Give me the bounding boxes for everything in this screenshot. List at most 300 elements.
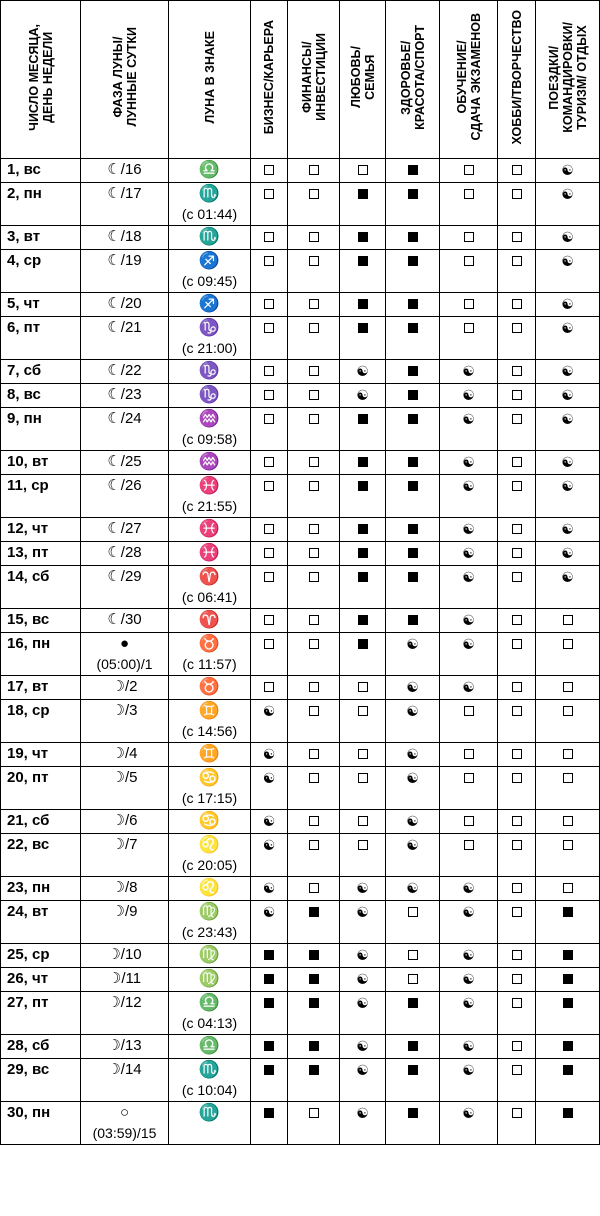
filled-square-icon bbox=[264, 1041, 274, 1051]
zodiac-sign-cell bbox=[169, 1035, 251, 1059]
moon-phase-cell bbox=[81, 834, 169, 877]
rating-cell bbox=[440, 609, 498, 633]
rating-cell bbox=[288, 676, 340, 700]
rating-cell bbox=[498, 360, 536, 384]
rating-cell bbox=[288, 901, 340, 944]
empty-square-icon bbox=[309, 390, 319, 400]
rating-cell bbox=[498, 518, 536, 542]
empty-square-icon bbox=[464, 189, 474, 199]
filled-square-icon bbox=[408, 524, 418, 534]
yin-yang-icon: ☯ bbox=[262, 770, 276, 786]
rating-cell bbox=[340, 1059, 386, 1102]
empty-square-icon bbox=[309, 457, 319, 467]
rating-cell bbox=[340, 767, 386, 810]
yin-yang-icon: ☯ bbox=[462, 411, 475, 427]
filled-square-icon bbox=[358, 256, 368, 266]
day-label: 19, чт bbox=[7, 745, 49, 762]
empty-square-icon bbox=[408, 950, 418, 960]
rating-cell bbox=[340, 542, 386, 566]
moon-phase-cell bbox=[81, 317, 169, 360]
zodiac-sign-cell bbox=[169, 360, 251, 384]
rating-cell bbox=[251, 810, 288, 834]
empty-square-icon bbox=[512, 1108, 522, 1118]
rating-cell bbox=[251, 633, 288, 676]
table-row bbox=[1, 566, 600, 609]
rating-cell bbox=[498, 743, 536, 767]
yin-yang-icon: ☯ bbox=[262, 746, 276, 762]
rating-cell bbox=[288, 633, 340, 676]
empty-square-icon bbox=[309, 816, 319, 826]
day-label: 4, ср bbox=[7, 252, 42, 269]
moon-phase-cell bbox=[81, 250, 169, 293]
day-cell bbox=[1, 992, 81, 1035]
moon-phase-time: (03:59)/15 bbox=[92, 1125, 157, 1141]
yin-yang-icon: ☯ bbox=[561, 545, 574, 561]
yin-yang-icon: ☯ bbox=[462, 971, 475, 987]
yin-yang-icon: ☯ bbox=[262, 904, 276, 920]
empty-square-icon bbox=[512, 366, 522, 376]
empty-square-icon bbox=[264, 366, 274, 376]
table-row bbox=[1, 834, 600, 877]
day-label: 9, пн bbox=[7, 410, 42, 427]
column-header-label: ЧИСЛО МЕСЯЦА, ДЕНЬ НЕДЕЛИ bbox=[26, 23, 55, 131]
empty-square-icon bbox=[464, 816, 474, 826]
empty-square-icon bbox=[358, 706, 368, 716]
zodiac-sign-cell bbox=[169, 901, 251, 944]
day-label: 28, сб bbox=[7, 1037, 50, 1054]
filled-square-icon bbox=[358, 639, 368, 649]
empty-square-icon bbox=[563, 883, 573, 893]
yin-yang-icon: ☯ bbox=[406, 746, 419, 762]
zodiac-sign-cell bbox=[169, 183, 251, 226]
rating-cell bbox=[386, 944, 440, 968]
yin-yang-icon: ☯ bbox=[356, 1062, 369, 1078]
zodiac-sign-icon: ♌ bbox=[198, 835, 221, 854]
rating-cell bbox=[288, 1035, 340, 1059]
moon-phase-cell bbox=[81, 992, 169, 1035]
day-label: 7, сб bbox=[7, 362, 42, 379]
rating-cell bbox=[498, 293, 536, 317]
rating-cell bbox=[340, 384, 386, 408]
empty-square-icon bbox=[512, 840, 522, 850]
zodiac-sign-time: (с 04:13) bbox=[181, 1015, 238, 1031]
rating-cell bbox=[251, 944, 288, 968]
filled-square-icon bbox=[309, 974, 319, 984]
empty-square-icon bbox=[464, 256, 474, 266]
day-label: 21, сб bbox=[7, 812, 50, 829]
empty-square-icon bbox=[264, 457, 274, 467]
table-row bbox=[1, 226, 600, 250]
rating-cell bbox=[288, 475, 340, 518]
rating-cell bbox=[498, 944, 536, 968]
rating-cell bbox=[288, 518, 340, 542]
rating-cell bbox=[536, 633, 600, 676]
day-cell bbox=[1, 451, 81, 475]
day-label: 24, вт bbox=[7, 903, 49, 920]
zodiac-sign-cell bbox=[169, 293, 251, 317]
rating-cell bbox=[440, 1059, 498, 1102]
filled-square-icon bbox=[264, 950, 274, 960]
day-cell bbox=[1, 1102, 81, 1145]
table-row bbox=[1, 609, 600, 633]
day-cell bbox=[1, 183, 81, 226]
zodiac-sign-icon: ♏ bbox=[198, 1103, 221, 1122]
filled-square-icon bbox=[408, 256, 418, 266]
rating-cell bbox=[288, 226, 340, 250]
zodiac-sign-time: (с 09:45) bbox=[181, 273, 238, 289]
moon-phase-label: ☽/8 bbox=[111, 879, 138, 896]
moon-phase-cell bbox=[81, 700, 169, 743]
rating-cell bbox=[251, 226, 288, 250]
empty-square-icon bbox=[309, 572, 319, 582]
rating-cell bbox=[386, 609, 440, 633]
empty-square-icon bbox=[309, 639, 319, 649]
moon-phase-label: ☽/5 bbox=[111, 769, 138, 786]
yin-yang-icon: ☯ bbox=[356, 387, 369, 403]
filled-square-icon bbox=[408, 1108, 418, 1118]
table-row bbox=[1, 901, 600, 944]
column-header-label: ОБУЧЕНИЕ/ СДАЧА ЭКЗАМЕНОВ bbox=[454, 13, 483, 141]
rating-cell bbox=[251, 293, 288, 317]
yin-yang-icon: ☯ bbox=[462, 947, 475, 963]
empty-square-icon bbox=[264, 165, 274, 175]
rating-cell bbox=[251, 183, 288, 226]
column-header bbox=[288, 1, 340, 159]
empty-square-icon bbox=[512, 974, 522, 984]
empty-square-icon bbox=[309, 548, 319, 558]
day-cell bbox=[1, 810, 81, 834]
rating-cell bbox=[386, 767, 440, 810]
rating-cell bbox=[288, 877, 340, 901]
empty-square-icon bbox=[264, 414, 274, 424]
rating-cell bbox=[498, 700, 536, 743]
zodiac-sign-icon: ♋ bbox=[198, 768, 221, 787]
table-row bbox=[1, 183, 600, 226]
yin-yang-icon: ☯ bbox=[462, 880, 475, 896]
moon-phase-label: ☾/28 bbox=[107, 544, 142, 561]
day-label: 13, пт bbox=[7, 544, 49, 561]
filled-square-icon bbox=[309, 998, 319, 1008]
filled-square-icon bbox=[408, 998, 418, 1008]
moon-phase-label: ☽/3 bbox=[111, 702, 138, 719]
rating-cell bbox=[440, 901, 498, 944]
empty-square-icon bbox=[464, 299, 474, 309]
empty-square-icon bbox=[563, 615, 573, 625]
yin-yang-icon: ☯ bbox=[356, 363, 369, 379]
moon-phase-label: ☾/24 bbox=[107, 410, 142, 427]
day-cell bbox=[1, 408, 81, 451]
rating-cell bbox=[440, 810, 498, 834]
empty-square-icon bbox=[309, 481, 319, 491]
moon-phase-cell bbox=[81, 518, 169, 542]
empty-square-icon bbox=[512, 1065, 522, 1075]
yin-yang-icon: ☯ bbox=[561, 454, 574, 470]
rating-cell bbox=[340, 834, 386, 877]
moon-phase-label: ☾/29 bbox=[107, 568, 142, 585]
rating-cell bbox=[288, 360, 340, 384]
empty-square-icon bbox=[264, 572, 274, 582]
zodiac-sign-icon: ♊ bbox=[198, 744, 221, 763]
zodiac-sign-cell bbox=[169, 944, 251, 968]
filled-square-icon bbox=[408, 572, 418, 582]
rating-cell bbox=[440, 451, 498, 475]
moon-phase-cell bbox=[81, 1059, 169, 1102]
empty-square-icon bbox=[512, 615, 522, 625]
rating-cell bbox=[536, 767, 600, 810]
yin-yang-icon: ☯ bbox=[356, 1038, 369, 1054]
empty-square-icon bbox=[464, 706, 474, 716]
rating-cell bbox=[386, 700, 440, 743]
day-cell bbox=[1, 633, 81, 676]
empty-square-icon bbox=[358, 749, 368, 759]
rating-cell bbox=[288, 767, 340, 810]
day-label: 12, чт bbox=[7, 520, 49, 537]
day-label: 15, вс bbox=[7, 611, 50, 628]
day-label: 8, вс bbox=[7, 386, 41, 403]
filled-square-icon bbox=[563, 1065, 573, 1075]
day-label: 22, вс bbox=[7, 836, 50, 853]
empty-square-icon bbox=[264, 548, 274, 558]
moon-phase-label: ☾/16 bbox=[107, 161, 142, 178]
empty-square-icon bbox=[563, 682, 573, 692]
rating-cell bbox=[498, 408, 536, 451]
rating-cell bbox=[440, 676, 498, 700]
rating-cell bbox=[251, 317, 288, 360]
moon-phase-cell bbox=[81, 609, 169, 633]
empty-square-icon bbox=[464, 840, 474, 850]
zodiac-sign-cell bbox=[169, 968, 251, 992]
filled-square-icon bbox=[358, 548, 368, 558]
zodiac-sign-icon: ♏ bbox=[198, 227, 221, 246]
moon-phase-cell bbox=[81, 226, 169, 250]
rating-cell bbox=[498, 475, 536, 518]
zodiac-sign-time: (с 01:44) bbox=[181, 206, 238, 222]
rating-cell bbox=[440, 159, 498, 183]
yin-yang-icon: ☯ bbox=[561, 478, 574, 494]
rating-cell bbox=[251, 542, 288, 566]
table-row bbox=[1, 317, 600, 360]
zodiac-sign-cell bbox=[169, 992, 251, 1035]
yin-yang-icon: ☯ bbox=[406, 679, 419, 695]
rating-cell bbox=[251, 968, 288, 992]
rating-cell bbox=[386, 226, 440, 250]
rating-cell bbox=[536, 901, 600, 944]
day-label: 11, ср bbox=[7, 477, 49, 494]
zodiac-sign-cell bbox=[169, 384, 251, 408]
filled-square-icon bbox=[264, 974, 274, 984]
yin-yang-icon: ☯ bbox=[406, 636, 419, 652]
day-cell bbox=[1, 700, 81, 743]
rating-cell bbox=[440, 183, 498, 226]
empty-square-icon bbox=[264, 481, 274, 491]
rating-cell bbox=[386, 810, 440, 834]
yin-yang-icon: ☯ bbox=[561, 387, 574, 403]
rating-cell bbox=[440, 944, 498, 968]
rating-cell bbox=[536, 834, 600, 877]
moon-phase-cell bbox=[81, 676, 169, 700]
column-header-label: ЛУНА В ЗНАКЕ bbox=[202, 30, 217, 124]
empty-square-icon bbox=[264, 189, 274, 199]
day-cell bbox=[1, 968, 81, 992]
table-row bbox=[1, 968, 600, 992]
empty-square-icon bbox=[309, 706, 319, 716]
day-label: 18, ср bbox=[7, 702, 50, 719]
yin-yang-icon: ☯ bbox=[356, 947, 369, 963]
zodiac-sign-cell bbox=[169, 475, 251, 518]
rating-cell bbox=[440, 1102, 498, 1145]
rating-cell bbox=[288, 317, 340, 360]
rating-cell bbox=[340, 183, 386, 226]
yin-yang-icon: ☯ bbox=[356, 1105, 369, 1121]
empty-square-icon bbox=[512, 572, 522, 582]
zodiac-sign-icon: ♉ bbox=[198, 634, 221, 653]
rating-cell bbox=[386, 408, 440, 451]
rating-cell bbox=[536, 743, 600, 767]
yin-yang-icon: ☯ bbox=[561, 363, 574, 379]
rating-cell bbox=[498, 633, 536, 676]
zodiac-sign-icon: ♈ bbox=[198, 567, 221, 586]
rating-cell bbox=[536, 1035, 600, 1059]
day-cell bbox=[1, 1059, 81, 1102]
zodiac-sign-cell bbox=[169, 451, 251, 475]
rating-cell bbox=[340, 475, 386, 518]
rating-cell bbox=[536, 293, 600, 317]
rating-cell bbox=[536, 183, 600, 226]
rating-cell bbox=[386, 451, 440, 475]
filled-square-icon bbox=[408, 232, 418, 242]
yin-yang-icon: ☯ bbox=[262, 837, 276, 853]
zodiac-sign-icon: ♓ bbox=[198, 476, 221, 495]
day-cell bbox=[1, 944, 81, 968]
rating-cell bbox=[498, 992, 536, 1035]
rating-cell bbox=[440, 226, 498, 250]
table-row bbox=[1, 1059, 600, 1102]
empty-square-icon bbox=[464, 232, 474, 242]
filled-square-icon bbox=[408, 299, 418, 309]
yin-yang-icon: ☯ bbox=[406, 813, 419, 829]
rating-cell bbox=[288, 1102, 340, 1145]
yin-yang-icon: ☯ bbox=[561, 569, 574, 585]
rating-cell bbox=[386, 542, 440, 566]
day-cell bbox=[1, 609, 81, 633]
yin-yang-icon: ☯ bbox=[561, 411, 574, 427]
zodiac-sign-cell bbox=[169, 700, 251, 743]
rating-cell bbox=[498, 609, 536, 633]
moon-phase-label: ☽/9 bbox=[111, 903, 138, 920]
rating-cell bbox=[536, 676, 600, 700]
zodiac-sign-cell bbox=[169, 676, 251, 700]
moon-phase-cell bbox=[81, 810, 169, 834]
empty-square-icon bbox=[264, 299, 274, 309]
moon-phase-cell bbox=[81, 159, 169, 183]
empty-square-icon bbox=[512, 390, 522, 400]
zodiac-sign-icon: ♈ bbox=[198, 610, 221, 629]
filled-square-icon bbox=[309, 1065, 319, 1075]
rating-cell bbox=[340, 1035, 386, 1059]
moon-phase-cell bbox=[81, 633, 169, 676]
yin-yang-icon: ☯ bbox=[356, 971, 369, 987]
rating-cell bbox=[251, 475, 288, 518]
rating-cell bbox=[340, 293, 386, 317]
zodiac-sign-cell bbox=[169, 250, 251, 293]
rating-cell bbox=[440, 968, 498, 992]
empty-square-icon bbox=[309, 414, 319, 424]
empty-square-icon bbox=[512, 749, 522, 759]
empty-square-icon bbox=[464, 749, 474, 759]
rating-cell bbox=[340, 992, 386, 1035]
day-cell bbox=[1, 542, 81, 566]
empty-square-icon bbox=[512, 950, 522, 960]
day-cell bbox=[1, 767, 81, 810]
zodiac-sign-icon: ♑ bbox=[198, 361, 221, 380]
rating-cell bbox=[498, 968, 536, 992]
column-header-label: ФАЗА ЛУНЫ/ ЛУННЫЕ СУТКИ bbox=[110, 27, 139, 127]
rating-cell bbox=[498, 250, 536, 293]
moon-phase-label: ☽/4 bbox=[111, 745, 138, 762]
yin-yang-icon: ☯ bbox=[561, 521, 574, 537]
rating-cell bbox=[251, 518, 288, 542]
zodiac-sign-time: (с 10:04) bbox=[181, 1082, 238, 1098]
rating-cell bbox=[536, 250, 600, 293]
empty-square-icon bbox=[309, 883, 319, 893]
column-header bbox=[169, 1, 251, 159]
zodiac-sign-time: (с 21:55) bbox=[181, 498, 238, 514]
column-header-label: ХОББИ/ТВОРЧЕСТВО bbox=[509, 9, 524, 145]
moon-phase-cell bbox=[81, 360, 169, 384]
yin-yang-icon: ☯ bbox=[561, 229, 574, 245]
rating-cell bbox=[386, 743, 440, 767]
rating-cell bbox=[340, 360, 386, 384]
empty-square-icon bbox=[309, 749, 319, 759]
rating-cell bbox=[288, 293, 340, 317]
empty-square-icon bbox=[464, 323, 474, 333]
day-label: 29, вс bbox=[7, 1061, 50, 1078]
zodiac-sign-icon: ♍ bbox=[198, 945, 221, 964]
empty-square-icon bbox=[309, 1108, 319, 1118]
table-row bbox=[1, 633, 600, 676]
rating-cell bbox=[340, 250, 386, 293]
zodiac-sign-cell bbox=[169, 518, 251, 542]
filled-square-icon bbox=[264, 998, 274, 1008]
filled-square-icon bbox=[408, 615, 418, 625]
rating-cell bbox=[536, 475, 600, 518]
zodiac-sign-icon: ♐ bbox=[198, 251, 221, 270]
rating-cell bbox=[386, 518, 440, 542]
zodiac-sign-time: (с 14:56) bbox=[181, 723, 238, 739]
rating-cell bbox=[498, 810, 536, 834]
rating-cell bbox=[386, 159, 440, 183]
table-row bbox=[1, 944, 600, 968]
rating-cell bbox=[251, 700, 288, 743]
filled-square-icon bbox=[408, 323, 418, 333]
day-label: 2, пн bbox=[7, 185, 42, 202]
day-label: 14, сб bbox=[7, 568, 50, 585]
moon-phase-label: ☽/7 bbox=[111, 836, 138, 853]
zodiac-sign-time: (с 17:15) bbox=[181, 790, 238, 806]
rating-cell bbox=[498, 317, 536, 360]
rating-cell bbox=[386, 901, 440, 944]
empty-square-icon bbox=[512, 457, 522, 467]
zodiac-sign-cell bbox=[169, 633, 251, 676]
empty-square-icon bbox=[264, 390, 274, 400]
rating-cell bbox=[288, 834, 340, 877]
rating-cell bbox=[498, 1102, 536, 1145]
zodiac-sign-cell bbox=[169, 1102, 251, 1145]
zodiac-sign-icon: ♉ bbox=[198, 677, 221, 696]
rating-cell bbox=[386, 1035, 440, 1059]
empty-square-icon bbox=[563, 816, 573, 826]
day-label: 1, вс bbox=[7, 161, 41, 178]
